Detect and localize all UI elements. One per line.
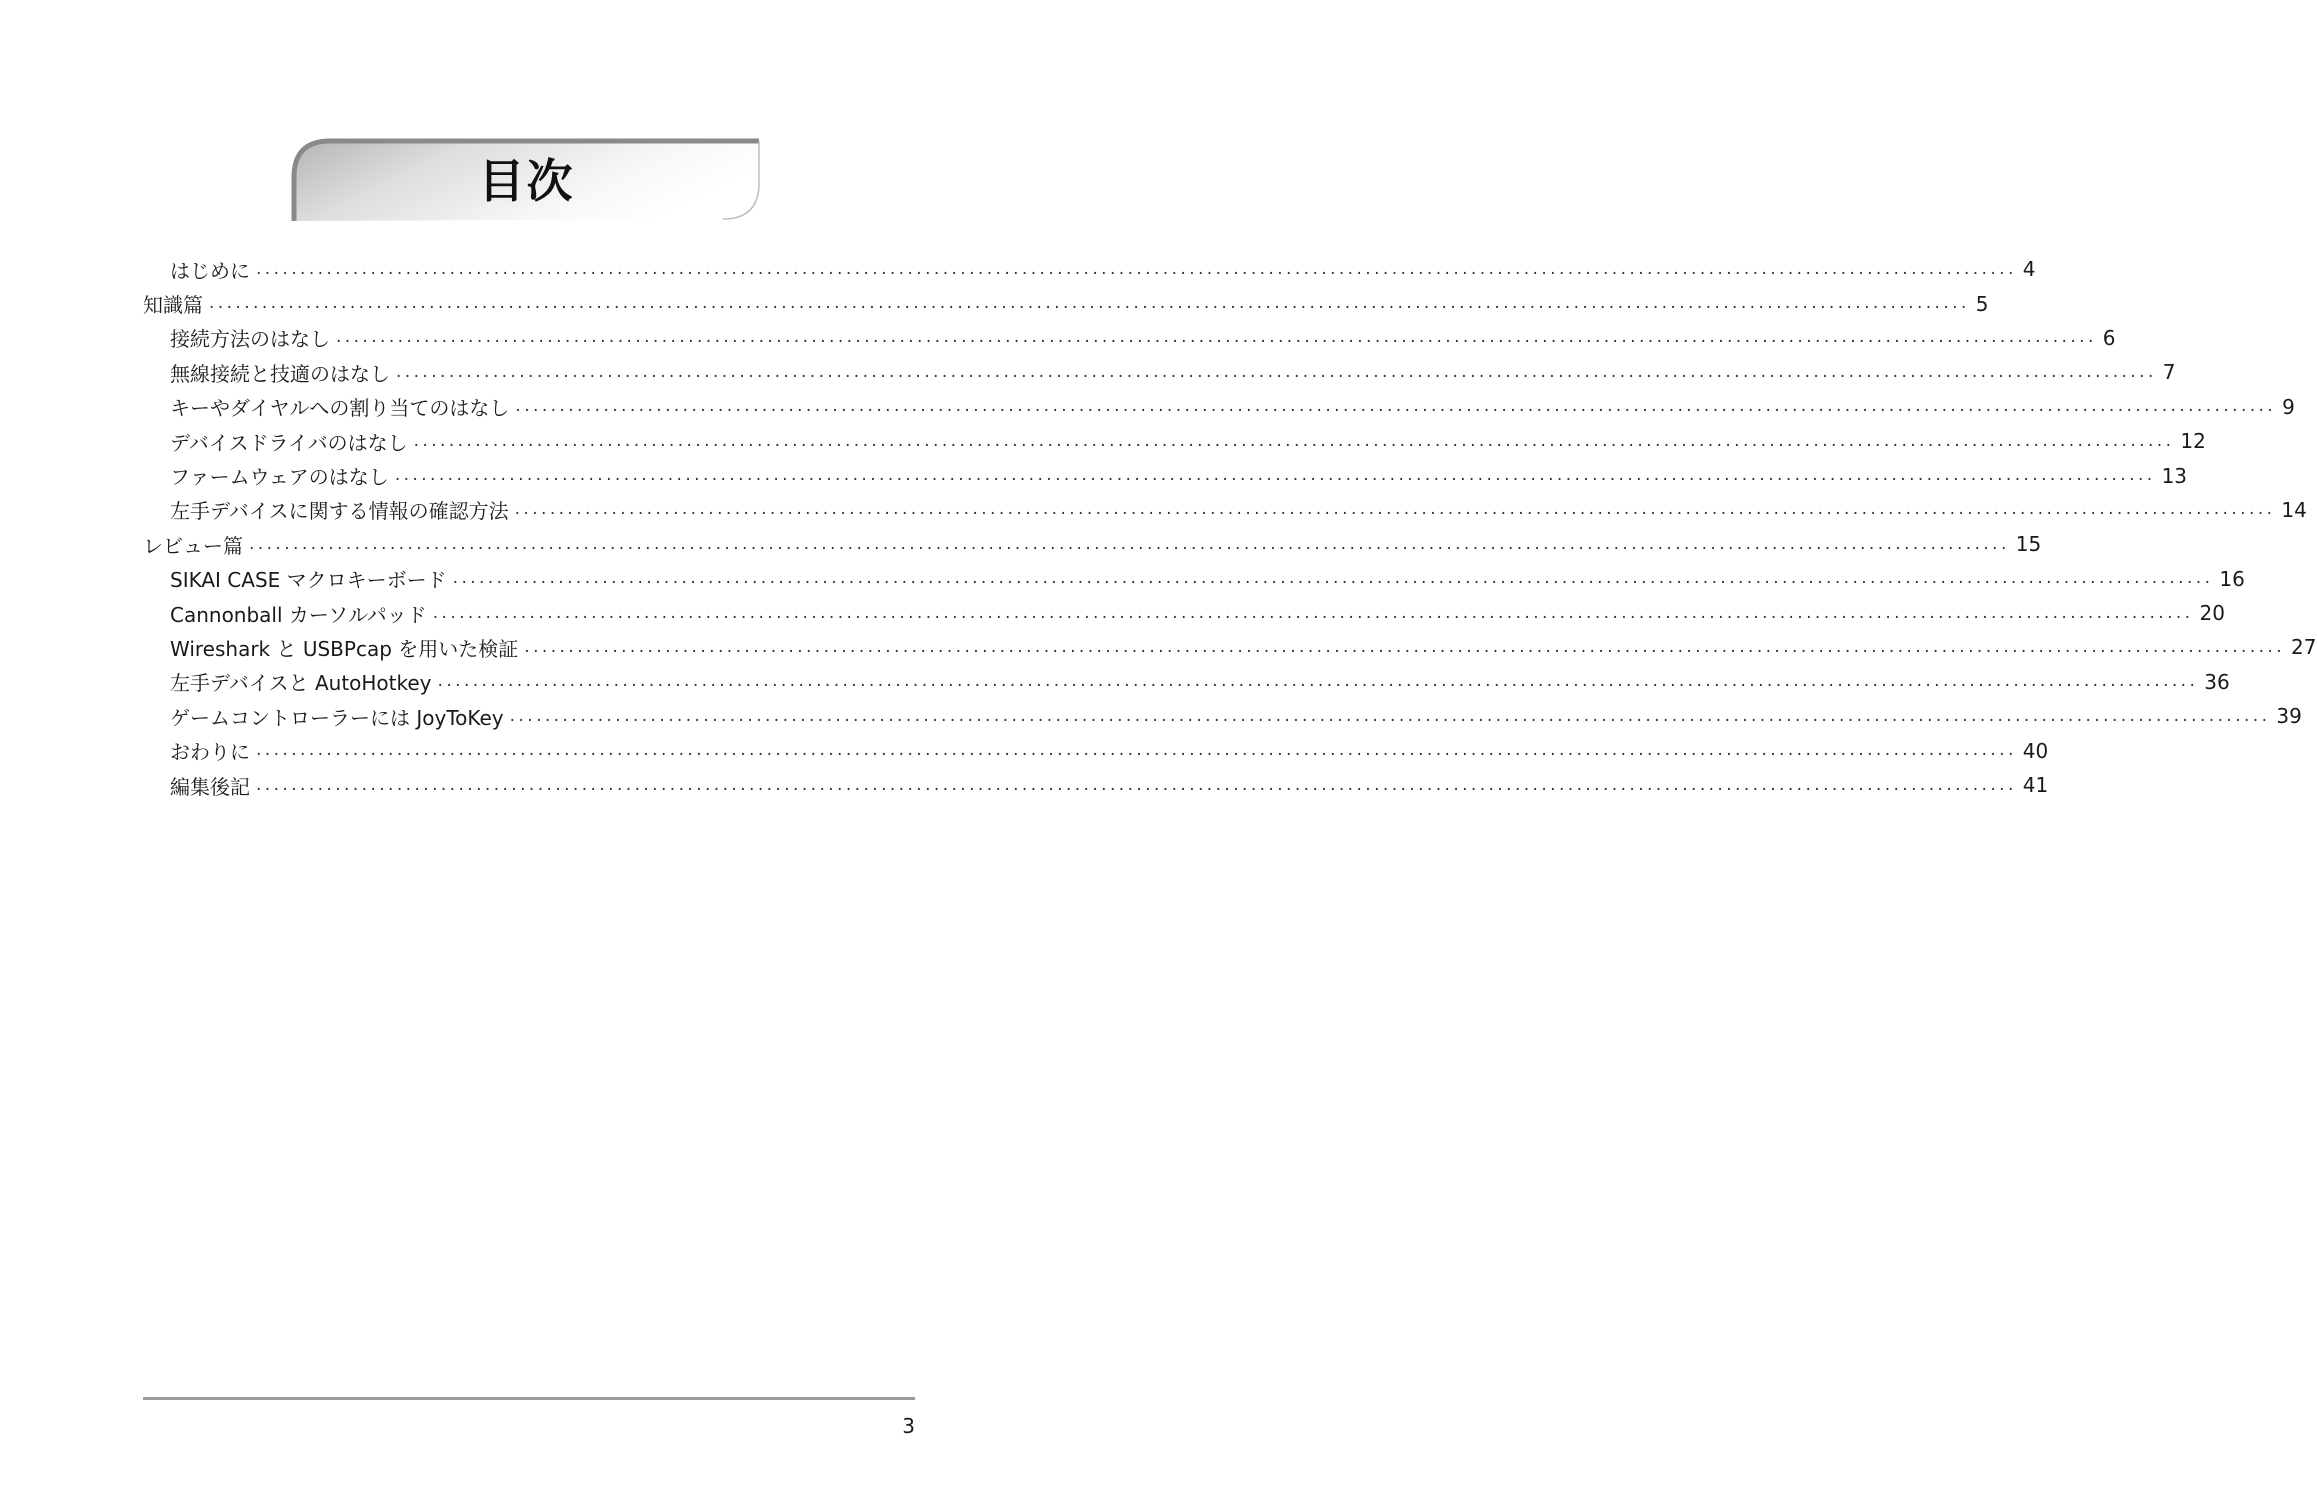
- toc-entry-title: キーやダイヤルへの割り当てのはなし: [170, 396, 510, 421]
- toc-entry-page-number: 40: [2022, 738, 2049, 763]
- toc-entry-page-number: 4: [2022, 257, 2036, 282]
- toc-entry-page-number: 12: [2180, 429, 2206, 454]
- footer-divider: [143, 1397, 915, 1400]
- toc-entry-page-number: 27: [2291, 635, 2317, 660]
- toc-entry-page-number: 9: [2282, 394, 2295, 419]
- toc-entry-title: 接続方法のはなし: [170, 327, 330, 352]
- toc-entry-title: ファームウェアのはなし: [170, 465, 389, 490]
- toc-entry-title: レビュー篇: [143, 533, 243, 558]
- toc-entry-title: デバイスドライバのはなし: [170, 430, 408, 455]
- title-tab: [292, 139, 761, 221]
- toc-entry[interactable]: [0, 493, 2307, 527]
- toc-dot-leader: ........................................................................................................................................................................................................: [396, 361, 2157, 382]
- table-of-contents: [0, 252, 2317, 802]
- toc-entry-page-number: 36: [2204, 669, 2230, 694]
- toc-entry-title: 編集後記: [170, 774, 250, 799]
- toc-dot-leader: ........................................................................................................................................................................................................: [437, 671, 2199, 692]
- toc-entry[interactable]: [0, 321, 2116, 355]
- toc-entry-title: おわりに: [170, 740, 250, 765]
- page-number: 3: [902, 1414, 915, 1438]
- toc-entry-title: はじめに: [170, 258, 250, 283]
- toc-dot-leader: ........................................................................................................................................................................................................: [256, 740, 2017, 761]
- toc-entry-page-number: 20: [2199, 601, 2225, 626]
- toc-dot-leader: ........................................................................................................................................................................................................: [509, 705, 2271, 726]
- toc-entry[interactable]: [0, 424, 2206, 458]
- toc-dot-leader: ........................................................................................................................................................................................................: [336, 327, 2097, 348]
- toc-dot-leader: ........................................................................................................................................................................................................: [394, 465, 2156, 486]
- toc-entry-title: Cannonball カーソルパッド: [170, 602, 427, 627]
- toc-entry[interactable]: [0, 390, 2295, 424]
- toc-entry-page-number: 14: [2281, 497, 2307, 522]
- toc-entry-page-number: 13: [2161, 463, 2188, 488]
- toc-dot-leader: ........................................................................................................................................................................................................: [256, 774, 2017, 795]
- toc-entry[interactable]: [0, 458, 2188, 492]
- toc-entry-page-number: 39: [2276, 704, 2302, 729]
- toc-entry[interactable]: [0, 562, 2245, 596]
- toc-entry-title: SIKAI CASE マクロキーボード: [170, 568, 447, 593]
- toc-entry[interactable]: [0, 665, 2230, 699]
- toc-dot-leader: ........................................................................................................................................................................................................: [249, 533, 2010, 554]
- toc-entry[interactable]: [0, 699, 2302, 733]
- toc-entry-page-number: 41: [2022, 773, 2049, 798]
- toc-entry-page-number: 16: [2219, 566, 2245, 591]
- toc-entry-page-number: 7: [2162, 360, 2176, 385]
- toc-entry[interactable]: [0, 286, 1989, 320]
- page-title: 目次: [478, 154, 575, 208]
- toc-entry-title: ゲームコントローラーには JoyToKey: [170, 705, 504, 730]
- toc-dot-leader: ........................................................................................................................................................................................................: [413, 430, 2175, 451]
- toc-entry[interactable]: [0, 630, 2317, 664]
- toc-entry-title: 左手デバイスに関する情報の確認方法: [170, 499, 509, 524]
- toc-entry-page-number: 15: [2015, 532, 2042, 557]
- toc-dot-leader: ........................................................................................................................................................................................................: [452, 568, 2214, 589]
- toc-entry[interactable]: [0, 596, 2225, 630]
- toc-entry-title: 左手デバイスと AutoHotkey: [170, 671, 432, 696]
- toc-dot-leader: ........................................................................................................................................................................................................: [256, 258, 2017, 279]
- toc-entry[interactable]: [0, 733, 2049, 767]
- toc-entry[interactable]: [0, 768, 2049, 802]
- toc-dot-leader: ........................................................................................................................................................................................................: [524, 636, 2286, 657]
- toc-entry[interactable]: [0, 527, 2042, 561]
- toc-entry[interactable]: [0, 355, 2176, 389]
- toc-entry-page-number: 5: [1975, 291, 1989, 316]
- toc-dot-leader: ........................................................................................................................................................................................................: [209, 293, 1970, 314]
- toc-entry-title: 無線接続と技適のはなし: [170, 361, 390, 386]
- toc-entry-title: 知識篇: [143, 293, 203, 318]
- toc-dot-leader: ........................................................................................................................................................................................................: [432, 602, 2194, 623]
- toc-entry[interactable]: [0, 252, 2036, 286]
- toc-dot-leader: ........................................................................................................................................................................................................: [514, 499, 2276, 520]
- toc-entry-page-number: 6: [2102, 325, 2116, 350]
- toc-entry-title: Wireshark と USBPcap を用いた検証: [170, 636, 519, 661]
- toc-dot-leader: ........................................................................................................................................................................................................: [515, 396, 2277, 417]
